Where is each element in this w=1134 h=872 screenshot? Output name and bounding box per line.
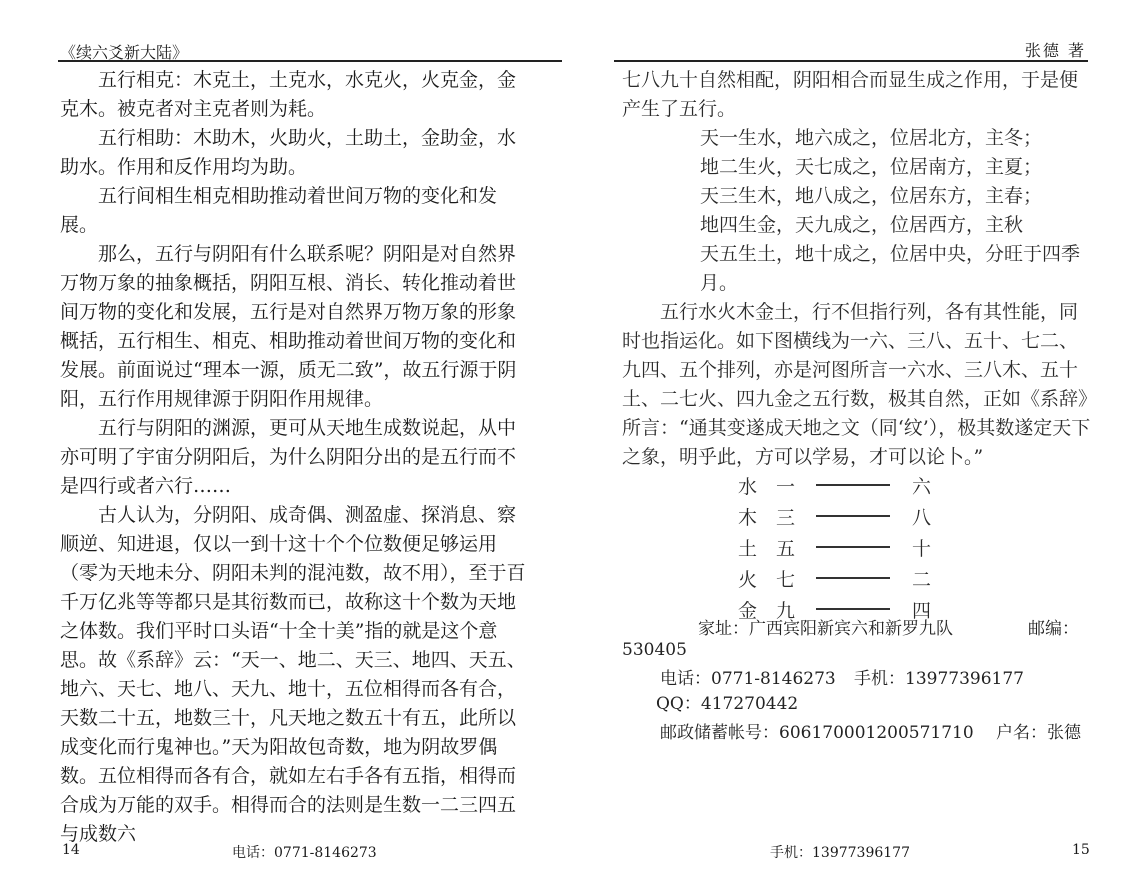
completing-number: 四 — [912, 600, 932, 622]
paragraph: 那么，五行与阴阳有什么联系呢？阴阳是对自然界万物万象的抽象概括，阴阳互根、消长、转化推动着世间万物的变化和发展，五行是对自然界万物万象的形象概括，五行相生、相克、相助推动着世间万物的变化和发展。前面说过“理本一源，质无二致”，故五行源于阴阳，五行作用规律源于阴阳作用规律。 — [60, 243, 517, 410]
paragraph: 七八九十自然相配，阴阳相合而显生成之作用，于是便产生了五行。 — [622, 69, 1079, 120]
paragraph: 五行相克：木克土，土克水，水克火，火克金，金克木。被克者对主克者则为耗。 — [60, 69, 517, 120]
generating-number: 三 — [776, 507, 796, 529]
element-label: 火 — [738, 569, 758, 591]
completing-number: 八 — [912, 507, 932, 529]
completing-number: 六 — [912, 476, 932, 498]
generating-number: 一 — [776, 476, 796, 498]
contact-qq: QQ：417270442 — [656, 694, 799, 714]
page-number: 15 — [1072, 842, 1090, 858]
generating-number: 七 — [776, 569, 796, 591]
contact-mobile: 手机：13977396177 — [854, 669, 1024, 689]
number-row — [738, 470, 958, 501]
contact-postcode: 530405 — [622, 640, 687, 660]
contact-postcode-label: 邮编： — [1028, 619, 1079, 639]
verse-line: 地二生火，天七成之，位居南方，主夏； — [700, 156, 1043, 178]
paragraph: 古人认为，分阴阳、成奇偶、测盈虚、探消息、察顺逆、知进退，仅以一到十这十个个位数便足够运用（零为天地未分、阴阳未判的混沌数，故不用），至于百千万亿兆等等都只是其衍数而已，故称这十个数为天地之体数。我们平时口头语“十全十美”指的就是这个意思。故《系辞》云：“天一、地二、天三、地四、天五、地六、天七、地八、天九、地十，五位相得而各有合，天数二十五，地数三十，凡天地之数五十有五，此所以成变化而行鬼神也。”天为阳故包奇数，地为阴故罗偶数。五位相得而各有合，就如左右手各有五指，相得而合成为万能的双手。相得而合的法则是生数一二三四五与成数六 — [60, 504, 526, 845]
verse-line: 天三生木，地八成之，位居东方，主春； — [700, 185, 1043, 207]
number-row — [738, 501, 958, 532]
contact-address: 家址：广西宾阳新宾六和新罗九队 — [698, 619, 953, 639]
number-row — [738, 532, 958, 563]
connector-line — [816, 546, 890, 548]
footer-mobile: 手机：13977396177 — [770, 845, 910, 861]
paragraph: 五行与阴阳的渊源，更可从天地生成数说起，从中亦可明了宇宙分阴阳后，为什么阴阳分出的是五行而不是四行或者六行…… — [60, 417, 517, 497]
contact-account-name: 户名：张德 — [996, 723, 1081, 743]
footer-phone: 电话：0771-8146273 — [232, 845, 377, 861]
generating-number: 九 — [776, 600, 796, 622]
connector-line — [816, 577, 890, 579]
element-label: 水 — [738, 476, 758, 498]
book-author: 张德 著 — [1024, 41, 1086, 60]
generating-number: 五 — [776, 538, 796, 560]
contact-account: 邮政储蓄帐号：606170001200571710 — [660, 723, 974, 743]
number-row — [738, 563, 958, 594]
completing-number: 十 — [912, 538, 932, 560]
right-page — [600, 0, 1134, 872]
element-label: 土 — [738, 538, 758, 560]
verse-line: 地四生金，天九成之，位居西方，主秋 — [700, 214, 1024, 236]
paragraph: 五行间相生相克相助推动着世间万物的变化和发展。 — [60, 185, 498, 236]
completing-number: 二 — [912, 569, 932, 591]
left-page — [0, 0, 560, 872]
page-number: 14 — [62, 842, 80, 858]
book-title: 《续六爻新大陆》 — [60, 43, 189, 62]
paragraph: 五行水火木金土，行不但指行列，各有其性能，同时也指运化。如下图横线为一六、三八、五十、七二、九四、五个排列，亦是河图所言一六水、三八木、五十土、二七火、四九金之五行数，极其自然，正如《系辞》所言：“通其变遂成天地之文（同‘纹’），极其数遂定天下之象，明乎此，方可以学易，才可以论卜。” — [622, 301, 1091, 468]
header-rule — [614, 60, 1088, 62]
paragraph: 五行相助：木助木，火助火，土助土，金助金，水助水。作用和反作用均为助。 — [60, 127, 517, 178]
header-rule — [58, 60, 562, 62]
verse-line: 天五生土，地十成之，位居中央，分旺于四季月。 — [700, 243, 1081, 294]
connector-line — [816, 515, 890, 517]
connector-line — [816, 484, 890, 486]
element-label: 金 — [738, 600, 758, 622]
verse-line: 天一生水，地六成之，位居北方，主冬； — [700, 127, 1043, 149]
element-label: 木 — [738, 507, 758, 529]
connector-line — [816, 608, 890, 610]
river-chart-number-table — [738, 470, 958, 625]
contact-phone: 电话：0771-8146273 — [660, 669, 836, 689]
